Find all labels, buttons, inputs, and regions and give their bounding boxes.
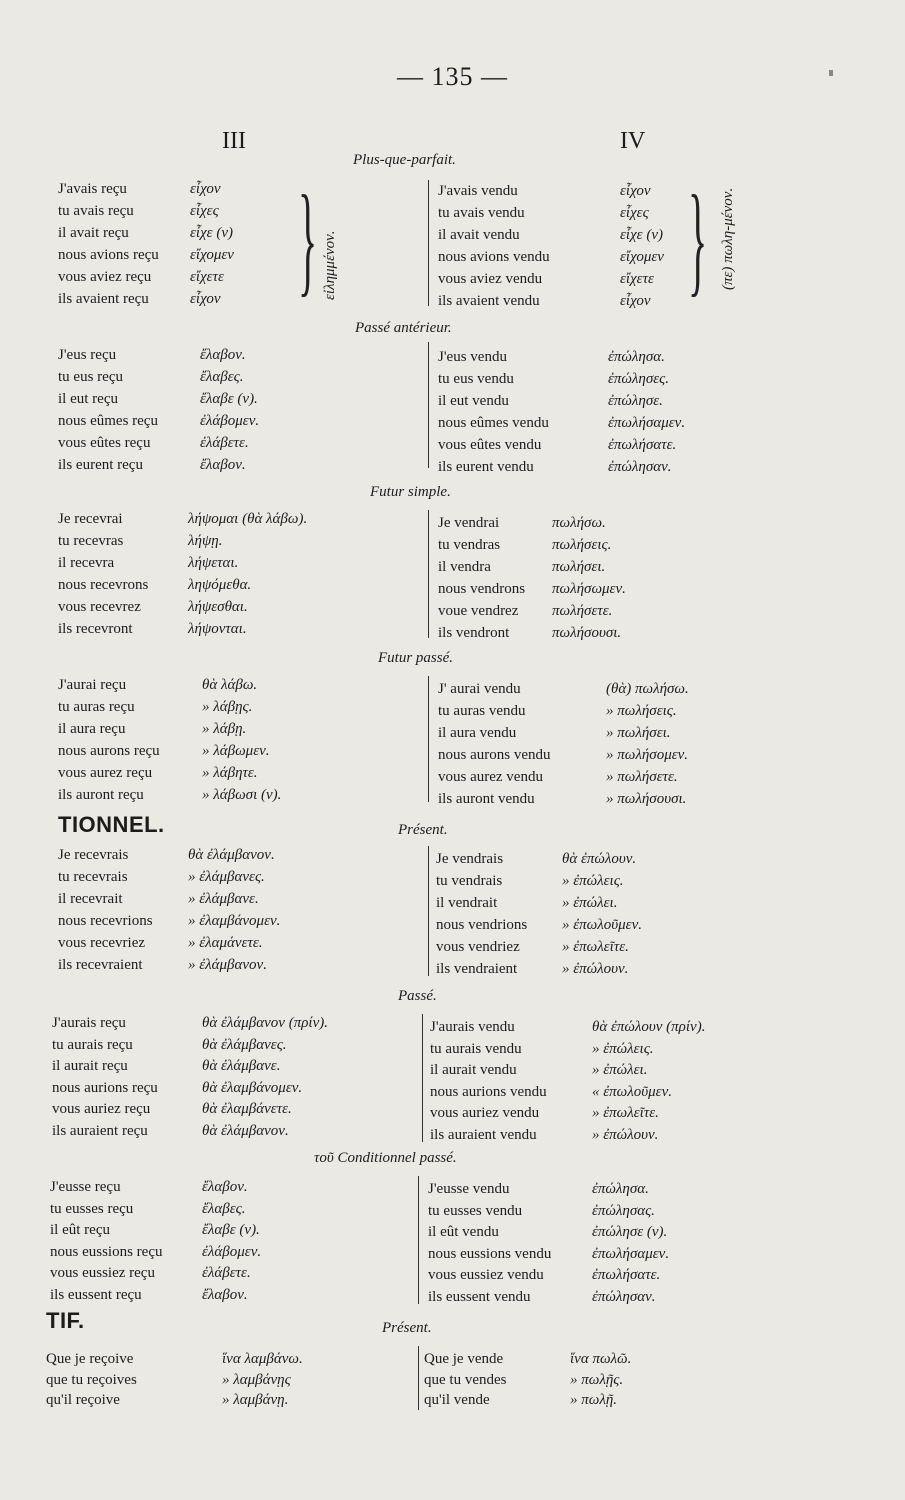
left-conjugation-line xyxy=(58,932,438,954)
left-conjugation-line xyxy=(58,432,438,454)
french-form: tu aurais reçu xyxy=(52,1036,133,1053)
french-form: ils recevraient xyxy=(58,957,143,973)
greek-form: » ἐπώλει. xyxy=(592,1062,648,1078)
french-form: que tu vendes xyxy=(424,1371,507,1388)
greek-form: εἶχε (ν) xyxy=(190,225,233,241)
french-form: voue vendrez xyxy=(438,603,519,619)
french-form: vous recevriez xyxy=(58,935,146,951)
side-heading-subjonctif: TIF. xyxy=(46,1308,85,1333)
french-form: J' aurai vendu xyxy=(438,681,521,697)
french-form: nous vendrions xyxy=(436,917,528,933)
left-conjugation-line xyxy=(58,344,438,366)
greek-form: ἐπωλήσαμεν. xyxy=(592,1245,670,1262)
french-form: nous eûmes reçu xyxy=(58,413,158,429)
greek-form: πωλήσει. xyxy=(552,559,606,575)
french-form: Je recevrai xyxy=(58,511,123,527)
greek-form: » λάβητε. xyxy=(202,765,258,781)
greek-form: » πωλήσεις. xyxy=(606,703,677,719)
right-conjugation-line xyxy=(438,434,818,456)
french-form: il recevra xyxy=(58,555,115,571)
greek-form: ἐπώλησαν. xyxy=(608,459,672,475)
greek-form: λήψεται. xyxy=(188,555,239,571)
french-form: tu eus vendu xyxy=(438,371,514,387)
right-brace: } xyxy=(688,168,708,309)
section-plus-que-parfait: Plus-que-parfait. xyxy=(353,152,456,168)
french-form: vous vendriez xyxy=(436,939,520,955)
french-form: nous aurions reçu xyxy=(52,1079,158,1096)
greek-form: » λαμβάνῃ. xyxy=(222,1392,289,1408)
right-conjugation-line xyxy=(438,678,818,700)
right-conjugation-line xyxy=(438,390,818,412)
french-form: Que je reçoive xyxy=(46,1351,134,1367)
french-form: il aurait reçu xyxy=(52,1058,128,1074)
french-form: ils recevront xyxy=(58,621,133,637)
left-conjugation-line xyxy=(58,784,438,806)
right-conjugation-line xyxy=(438,224,818,246)
french-form: nous eussions reçu xyxy=(50,1243,163,1260)
greek-form: » πωλήσουσι. xyxy=(606,791,687,807)
greek-form: ἔλαβον. xyxy=(202,1179,248,1195)
french-form: il eût vendu xyxy=(428,1224,499,1240)
french-form: Que je vende xyxy=(424,1351,504,1367)
right-conjugation-line xyxy=(436,892,816,914)
column-heading-right: IV xyxy=(620,128,646,154)
french-form: nous aurions vendu xyxy=(430,1083,547,1100)
left-conjugation-line xyxy=(58,366,438,388)
right-conjugation-line xyxy=(438,744,818,766)
french-form: il aurait vendu xyxy=(430,1062,517,1078)
greek-form: θὰ ἐλάμβανον. xyxy=(188,847,275,863)
french-form: nous aurons reçu xyxy=(58,743,160,759)
french-form: Je vendrais xyxy=(436,851,504,867)
french-form: J'aurais vendu xyxy=(430,1019,515,1035)
right-conjugation-line xyxy=(430,1059,810,1081)
left-conjugation-line xyxy=(52,1055,432,1077)
french-form: vous eussiez vendu xyxy=(428,1267,544,1283)
french-form: Je vendrai xyxy=(438,515,500,531)
left-conjugation-line xyxy=(58,618,438,640)
french-form: nous vendrons xyxy=(438,581,526,597)
left-conjugation-line xyxy=(50,1284,430,1306)
section-futur-simple: Futur simple. xyxy=(370,484,451,500)
french-form: J'eusse reçu xyxy=(50,1179,121,1195)
greek-form: εἴχομεν xyxy=(190,247,234,263)
side-heading-conditionnel: TIONNEL. xyxy=(58,812,165,837)
greek-form: λήψονται. xyxy=(188,621,247,637)
left-conjugation-line xyxy=(46,1348,426,1370)
right-conjugation-line xyxy=(428,1264,808,1286)
french-form: J'eus reçu xyxy=(58,347,117,363)
french-form: qu'il reçoive xyxy=(46,1392,120,1408)
french-form: tu recevrais xyxy=(58,869,128,885)
left-conjugation-line xyxy=(58,718,438,740)
greek-form: θὰ ἐπώλουν (πρίν). xyxy=(592,1019,706,1035)
french-form: nous eussions vendu xyxy=(428,1245,552,1262)
greek-form: εἶχον xyxy=(620,183,651,199)
right-conjugation-line xyxy=(436,936,816,958)
greek-form: » λαμβάνῃς xyxy=(222,1371,291,1388)
french-form: ils auront vendu xyxy=(438,791,535,807)
right-conjugation-line xyxy=(430,1081,810,1103)
right-conjugation-line xyxy=(438,268,818,290)
french-form: il vendra xyxy=(438,559,491,575)
french-form: ils eussent vendu xyxy=(428,1288,531,1305)
french-form: il eut vendu xyxy=(438,393,509,409)
right-conjugation-line xyxy=(438,788,818,810)
right-conjugation-line xyxy=(438,622,818,644)
left-conjugation-line xyxy=(58,552,438,574)
french-form: vous auriez reçu xyxy=(52,1101,151,1117)
left-conjugation-line xyxy=(58,288,438,310)
greek-form: εἴχετε xyxy=(620,271,654,287)
greek-form: εἴχομεν xyxy=(620,249,664,265)
french-form: J'aurais reçu xyxy=(52,1015,126,1031)
greek-form: ἐπώλησε (ν). xyxy=(592,1224,668,1240)
greek-form: ἔλαβε (ν). xyxy=(200,391,258,407)
left-conjugation-line xyxy=(58,574,438,596)
greek-form: » λάβωσι (ν). xyxy=(202,787,282,803)
greek-form: « ἐπωλοῦμεν. xyxy=(592,1083,672,1100)
greek-form: ἐλάβομεν. xyxy=(200,413,260,429)
right-conjugation-line xyxy=(430,1102,810,1124)
french-form: nous eûmes vendu xyxy=(438,415,549,431)
left-conjugation-line xyxy=(58,266,438,288)
greek-form: ἔλαβον. xyxy=(202,1286,248,1303)
greek-form: ληψόμεθα. xyxy=(188,577,252,593)
greek-form: ἐπωλήσατε. xyxy=(592,1267,661,1283)
right-conjugation-line xyxy=(438,246,818,268)
greek-form: ἔλαβον. xyxy=(200,457,246,473)
greek-form: ἐπωλήσαμεν. xyxy=(608,415,686,431)
greek-form: θὰ ἐλαμβάνομεν. xyxy=(202,1079,303,1096)
right-conjugation-line xyxy=(428,1243,808,1265)
french-form: J'aurai reçu xyxy=(58,677,127,693)
left-conjugation-line xyxy=(50,1176,430,1198)
french-form: ils vendraient xyxy=(436,961,518,977)
french-form: tu eus reçu xyxy=(58,369,123,385)
french-form: vous aviez reçu xyxy=(58,269,152,285)
left-conjugation-line xyxy=(58,410,438,432)
left-conjugation-line xyxy=(52,1012,432,1034)
right-conjugation-line xyxy=(438,600,818,622)
greek-form: » λάβῃς. xyxy=(202,699,253,715)
greek-form: ἐπώλησα. xyxy=(592,1181,649,1197)
right-conjugation-line xyxy=(436,870,816,892)
greek-form: εἶχον xyxy=(190,181,221,197)
left-conjugation-line xyxy=(58,222,438,244)
right-conjugation-line xyxy=(428,1286,808,1308)
greek-form: » ἐλαμάνετε. xyxy=(188,935,263,951)
left-conjugation-line xyxy=(58,696,438,718)
greek-form: ἵνα λαμβάνω. xyxy=(222,1351,303,1367)
left-conjugation-line xyxy=(58,762,438,784)
french-form: nous recevrions xyxy=(58,913,153,929)
french-form: ils eurent vendu xyxy=(438,459,534,475)
greek-form: » ἐπωλεῖτε. xyxy=(562,939,629,955)
greek-form: ἐλάβετε. xyxy=(202,1265,251,1281)
left-conjugation-line xyxy=(58,454,438,476)
greek-form: » ἐπωλοῦμεν. xyxy=(562,917,642,933)
right-conjugation-line xyxy=(428,1200,808,1222)
section-passe-anterieur: Passé antérieur. xyxy=(355,320,452,336)
french-form: vous auriez vendu xyxy=(430,1105,540,1121)
greek-form: » ἐπώλεις. xyxy=(562,873,624,889)
greek-form: θὰ ἐλάμβανε. xyxy=(202,1058,281,1074)
french-form: il recevrait xyxy=(58,891,123,907)
french-form: qu'il vende xyxy=(424,1392,490,1408)
greek-form: ἐπωλήσατε. xyxy=(608,437,677,453)
greek-form: πωλήσω. xyxy=(552,515,606,531)
page-mark xyxy=(829,70,833,76)
french-form: vous aurez vendu xyxy=(438,769,543,785)
french-form: tu avais vendu xyxy=(438,205,525,221)
french-form: il aura reçu xyxy=(58,721,126,737)
french-form: vous eûtes reçu xyxy=(58,435,151,451)
french-form: tu recevras xyxy=(58,533,124,549)
left-conjugation-line xyxy=(50,1241,430,1263)
right-conjugation-line xyxy=(438,766,818,788)
right-conjugation-line xyxy=(424,1369,804,1391)
greek-form: εἶχον xyxy=(190,291,221,307)
french-form: il eût reçu xyxy=(50,1222,110,1238)
greek-form: » ἐπώλουν. xyxy=(562,961,629,977)
right-conjugation-line xyxy=(428,1221,808,1243)
page-number: — 135 — xyxy=(397,62,508,91)
section-present-subjonctif: Présent. xyxy=(382,1320,432,1336)
right-conjugation-line xyxy=(436,914,816,936)
greek-form: » ἐπωλεῖτε. xyxy=(592,1105,659,1121)
greek-form: » πωλήσει. xyxy=(606,725,671,741)
french-form: vous aviez vendu xyxy=(438,271,543,287)
french-form: ils auraient vendu xyxy=(430,1126,537,1143)
left-conjugation-line xyxy=(52,1034,432,1056)
french-form: il aura vendu xyxy=(438,725,517,741)
right-conjugation-line xyxy=(438,346,818,368)
greek-form: ἵνα πωλῶ. xyxy=(570,1351,632,1367)
greek-form: ἐπώλησαν. xyxy=(592,1288,656,1305)
greek-form: ἐλάβομεν. xyxy=(202,1243,262,1260)
french-form: tu vendrais xyxy=(436,873,503,889)
right-conjugation-line xyxy=(438,368,818,390)
left-conjugation-line xyxy=(52,1077,432,1099)
left-conjugation-line xyxy=(52,1120,432,1142)
right-conjugation-line xyxy=(438,512,818,534)
left-conjugation-line xyxy=(58,200,438,222)
french-form: J'avais reçu xyxy=(58,181,127,197)
greek-form: ἐπώλησες. xyxy=(608,371,669,387)
left-brace: } xyxy=(298,168,318,309)
french-form: ils avaient reçu xyxy=(58,291,149,307)
greek-form: ἐπώλησας. xyxy=(592,1202,655,1219)
column-heading-left: III xyxy=(222,128,246,154)
greek-form: θὰ λάβω. xyxy=(202,677,258,693)
right-conjugation-line xyxy=(438,700,818,722)
greek-form: εἶχον xyxy=(620,293,651,309)
left-conjugation-line xyxy=(52,1098,432,1120)
left-conjugation-line xyxy=(58,844,438,866)
french-form: Je recevrais xyxy=(58,847,129,863)
french-form: il avait vendu xyxy=(438,227,520,243)
left-conjugation-line xyxy=(58,866,438,888)
right-conjugation-line xyxy=(438,180,818,202)
greek-form: θὰ ἐλαμβάνετε. xyxy=(202,1101,292,1117)
right-conjugation-line xyxy=(438,412,818,434)
left-conjugation-line xyxy=(50,1262,430,1284)
greek-form: » πωλῇς. xyxy=(570,1371,624,1388)
french-form: J'avais vendu xyxy=(438,183,518,199)
greek-form: πωλήσουσι. xyxy=(552,625,622,641)
greek-form: εἴχετε xyxy=(190,269,224,285)
french-form: il avait reçu xyxy=(58,225,129,241)
left-conjugation-line xyxy=(58,508,438,530)
left-conjugation-line xyxy=(58,910,438,932)
greek-form: » ἐλάμβανε. xyxy=(188,891,259,907)
right-conjugation-line xyxy=(428,1178,808,1200)
greek-form: ἐπώλησε. xyxy=(608,393,663,409)
greek-form: ἐπώλησα. xyxy=(608,349,665,365)
left-conjugation-line xyxy=(58,740,438,762)
greek-form: θὰ ἐλάμβανον (πρίν). xyxy=(202,1015,328,1031)
greek-form: εἶχες xyxy=(190,203,219,219)
right-conjugation-line xyxy=(424,1389,804,1411)
greek-form: ἔλαβες. xyxy=(202,1200,246,1217)
greek-form: (θὰ) πωλήσω. xyxy=(606,681,689,697)
greek-form: ἐλάβετε. xyxy=(200,435,249,451)
greek-form: εἶχε (ν) xyxy=(620,227,663,243)
right-conjugation-line xyxy=(438,722,818,744)
french-form: tu auras reçu xyxy=(58,699,135,715)
greek-form: ἔλαβες. xyxy=(200,369,244,385)
section-conditionnel-passe: τοῦ Conditionnel passé. xyxy=(314,1150,457,1166)
right-conjugation-line xyxy=(438,534,818,556)
left-conjugation-line xyxy=(50,1219,430,1241)
right-conjugation-line xyxy=(436,848,816,870)
greek-form: λήψομαι (θὰ λάβω). xyxy=(188,511,308,527)
french-form: vous eûtes vendu xyxy=(438,437,542,453)
greek-form: » ἐλαμβάνομεν. xyxy=(188,913,281,929)
french-form: ils avaient vendu xyxy=(438,293,540,309)
right-conjugation-line xyxy=(438,456,818,478)
french-form: tu aurais vendu xyxy=(430,1040,522,1057)
right-conjugation-line xyxy=(424,1348,804,1370)
french-form: ils auront reçu xyxy=(58,787,144,803)
greek-form: πωλήσωμεν. xyxy=(552,581,626,597)
french-form: nous avions vendu xyxy=(438,249,550,265)
left-conjugation-line xyxy=(46,1389,426,1411)
greek-form: » ἐλάμβανες. xyxy=(188,869,265,885)
greek-form: » πωλήσετε. xyxy=(606,769,678,785)
greek-form: πωλήσετε. xyxy=(552,603,613,619)
greek-form: » λάβῃ. xyxy=(202,721,247,737)
left-conjugation-line xyxy=(58,388,438,410)
greek-form: θὰ ἐπώλουν. xyxy=(562,851,637,867)
greek-form: » ἐλάμβανον. xyxy=(188,957,267,973)
greek-form: θὰ ἐλάμβανες. xyxy=(202,1036,287,1053)
french-form: tu eusses reçu xyxy=(50,1200,134,1217)
french-form: J'eusse vendu xyxy=(428,1181,510,1197)
left-conjugation-line xyxy=(58,954,438,976)
french-form: que tu reçoives xyxy=(46,1371,137,1388)
french-form: nous avions reçu xyxy=(58,247,159,263)
greek-form: ἔλαβε (ν). xyxy=(202,1222,260,1238)
french-form: ils eussent reçu xyxy=(50,1286,142,1303)
french-form: il eut reçu xyxy=(58,391,118,407)
right-conjugation-line xyxy=(438,556,818,578)
french-form: vous aurez reçu xyxy=(58,765,153,781)
french-form: tu eusses vendu xyxy=(428,1202,523,1219)
right-conjugation-line xyxy=(430,1124,810,1146)
right-conjugation-line xyxy=(438,202,818,224)
greek-form: πωλήσεις. xyxy=(552,537,612,553)
section-passe: Passé. xyxy=(398,988,437,1004)
french-form: tu avais reçu xyxy=(58,203,134,219)
french-form: ils auraient reçu xyxy=(52,1122,148,1139)
left-conjugation-line xyxy=(58,244,438,266)
section-present: Présent. xyxy=(398,822,448,838)
french-form: ils eurent reçu xyxy=(58,457,143,473)
right-conjugation-line xyxy=(430,1016,810,1038)
left-conjugation-line xyxy=(58,530,438,552)
french-form: tu vendras xyxy=(438,537,501,553)
left-conjugation-line xyxy=(50,1198,430,1220)
french-form: vous recevrez xyxy=(58,599,141,615)
greek-form: » πωλήσομεν. xyxy=(606,747,689,763)
french-form: il vendrait xyxy=(436,895,498,911)
french-form: ils vendront xyxy=(438,625,510,641)
french-form: tu auras vendu xyxy=(438,703,526,719)
greek-form: λήψεσθαι. xyxy=(188,599,248,615)
greek-form: ἔλαβον. xyxy=(200,347,246,363)
vertical-label-left: εἰλημμένον. xyxy=(322,230,338,300)
left-conjugation-line xyxy=(58,674,438,696)
greek-form: » πωλῇ. xyxy=(570,1392,618,1408)
greek-form: » ἐπώλει. xyxy=(562,895,618,911)
greek-form: » ἐπώλεις. xyxy=(592,1040,654,1057)
greek-form: εἶχες xyxy=(620,205,649,221)
greek-form: λήψῃ. xyxy=(188,533,223,549)
greek-form: » λάβωμεν. xyxy=(202,743,270,759)
french-form: J'eus vendu xyxy=(438,349,507,365)
vertical-label-right: (πε) πωλη-μένον. xyxy=(720,187,736,290)
right-conjugation-line xyxy=(438,578,818,600)
left-conjugation-line xyxy=(58,596,438,618)
right-conjugation-line xyxy=(436,958,816,980)
right-conjugation-line xyxy=(438,290,818,312)
french-form: vous eussiez reçu xyxy=(50,1265,155,1281)
french-form: nous recevrons xyxy=(58,577,149,593)
right-conjugation-line xyxy=(430,1038,810,1060)
greek-form: θὰ ἐλάμβανον. xyxy=(202,1122,289,1139)
left-conjugation-line xyxy=(58,888,438,910)
section-futur-passe: Futur passé. xyxy=(378,650,453,666)
left-conjugation-line xyxy=(46,1369,426,1391)
french-form: nous aurons vendu xyxy=(438,747,551,763)
left-conjugation-line xyxy=(58,178,438,200)
greek-form: » ἐπώλουν. xyxy=(592,1126,659,1143)
